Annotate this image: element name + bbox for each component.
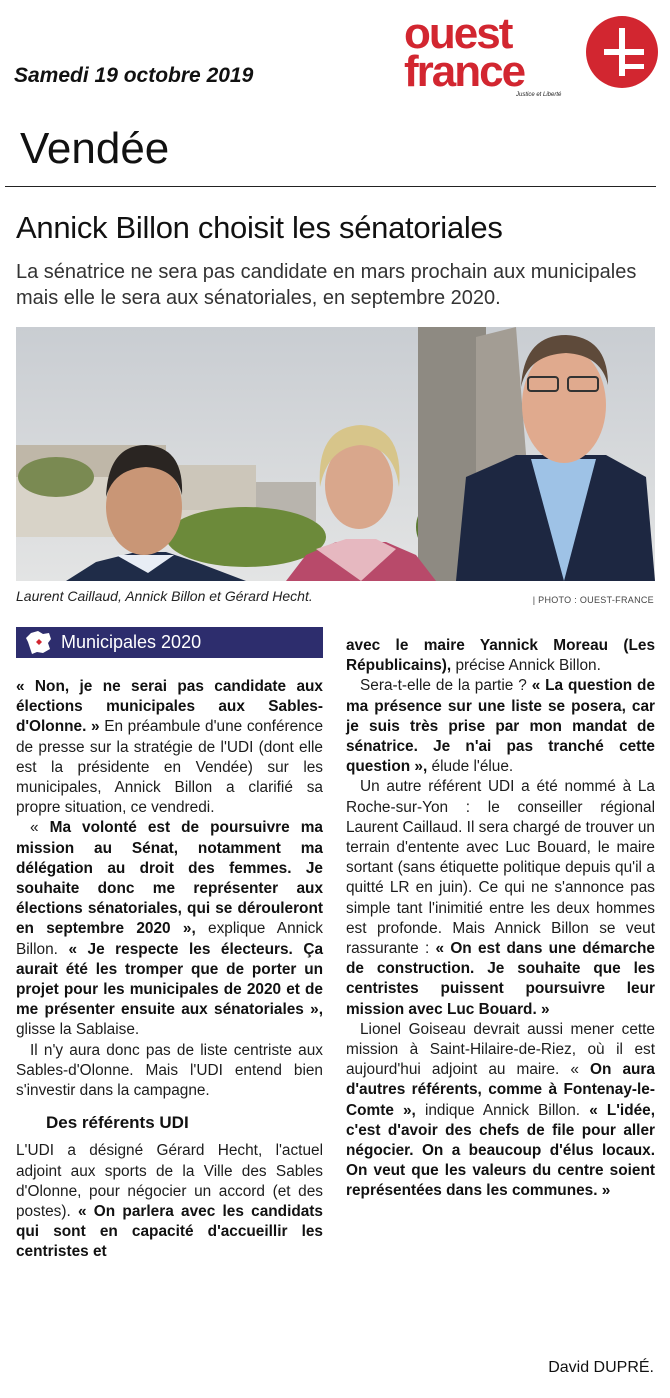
quote: « On parlera avec les candidats qui sont en capacité d'accueillir les centristes et [16, 1203, 323, 1261]
text: Sera-t-elle de la partie ? [360, 677, 532, 695]
logo-word-ouest: ouest [404, 9, 512, 58]
paragraph-1 [16, 677, 323, 818]
quote: « On est dans une démarche de construction. Je souhaite que les centristes puissent poursuivre leur mission avec Luc Bouard. » [346, 940, 655, 1018]
article-column-2 [346, 636, 655, 1202]
article-headline: Annick Billon choisit les sénatoriales [16, 210, 503, 245]
quote: avec le maire Yannick Moreau (Les Républicains), [346, 637, 655, 675]
logo-word-france: france [404, 47, 525, 96]
paragraph-3: Il n'y aura donc pas de liste centriste aux Sables-d'Olonne. Mais l'UDI entend bien s'investir dans la campagne. [16, 1041, 323, 1100]
quote: « La question de ma présence sur une liste se posera, car je suis très prise par mon mandat de sénatrice. Je n'ai pas tranché cette question », [346, 677, 656, 776]
text: élude l'élue. [427, 758, 514, 776]
quote: On aura d'autres référents, comme à Fontenay-le-Comte », [346, 1061, 655, 1119]
ouest-france-logo [404, 8, 660, 108]
text: Lionel Goiseau devrait aussi mener cette mission à Saint-Hilaire-de-Riez, où il est aujourd'hui adjoint au maire. « [346, 1020, 655, 1079]
text: Un autre référent UDI a été nommé à La Roche-sur-Yon : le conseiller régional Laurent Caillaud. Il sera chargé de trouver un terrain d'entente avec Luc Bouard, le maire sortant (sans étiquette politique depuis qu'il a quitté LR en juin). Ce qui ne s'annonce pas simple tant l'inimitié entre les deux hommes est profonde. Mais Annick Billon se veut rassurante : [346, 778, 655, 958]
paragraph-5 [346, 676, 655, 777]
text: En préambule d'une conférence de presse sur la stratégie de l'UDI (dont elle est la présidente en Vendée) sur les municipales, Annick Billon a clarifié sa propre situation, ce vendredi. [16, 718, 324, 817]
author-signature: David DUPRÉ. [548, 1359, 654, 1376]
text: « [30, 819, 50, 837]
paragraph-6 [346, 777, 655, 1019]
text: glisse la Sablaise. [16, 1021, 140, 1039]
paragraph-4-continued [346, 636, 655, 676]
rubric-label: Municipales 2020 [61, 632, 202, 652]
publication-date: Samedi 19 octobre 2019 [14, 64, 254, 87]
france-map-icon [25, 630, 53, 655]
photo-caption: Laurent Caillaud, Annick Billon et Gérard Hecht. [16, 588, 313, 604]
text: L'UDI a désigné Gérard Hecht, l'actuel adjoint aux sports de la Ville des Sables d'Olonne, pour négocier un accord (et des postes). [16, 1142, 323, 1221]
text: précise Annick Billon. [451, 657, 601, 675]
quote: Ma volonté est de poursuivre ma mission au Sénat, notamment ma délégation au droit des femmes. Je souhaite donc me représenter aux élections sénatoriales, qui se dérouleront en septembre 2020 », [16, 819, 323, 938]
article-photo [16, 327, 655, 581]
article-subhead: Des référents UDI [46, 1113, 189, 1133]
logo-emblem-icon [586, 16, 658, 88]
text: indique Annick Billon. [415, 1101, 590, 1119]
text: explique Annick Billon. [16, 920, 324, 958]
quote: « Non, je ne serai pas candidate aux élections municipales aux Sables-d'Olonne. » [16, 678, 323, 736]
paragraph-4 [16, 1141, 323, 1262]
article-standfirst: La sénatrice ne sera pas candidate en mars prochain aux municipales mais elle le sera aux sénatoriales, en septembre 2020. [16, 261, 637, 309]
quote: « L'idée, c'est d'avoir des chefs de file pour aller négocier. On a beaucoup d'élus locaux. On veut que les valeurs du centre soient représentées dans les communes. » [346, 1101, 655, 1200]
section-divider [5, 186, 656, 187]
paragraph-7 [346, 1020, 655, 1202]
article-column-1 [16, 677, 323, 1263]
section-title: Vendée [20, 124, 170, 173]
logo-tagline: Justice et Liberté [516, 92, 562, 98]
photo-credit: | PHOTO : OUEST-FRANCE [532, 595, 654, 605]
rubric-banner [16, 627, 323, 658]
quote: « Je respecte les électeurs. Ça aurait été les tromper que de porter un projet pour les municipales de 2020 et de me présenter ensuite aux sénatoriales », [16, 940, 323, 1019]
paragraph-2 [16, 818, 323, 1040]
